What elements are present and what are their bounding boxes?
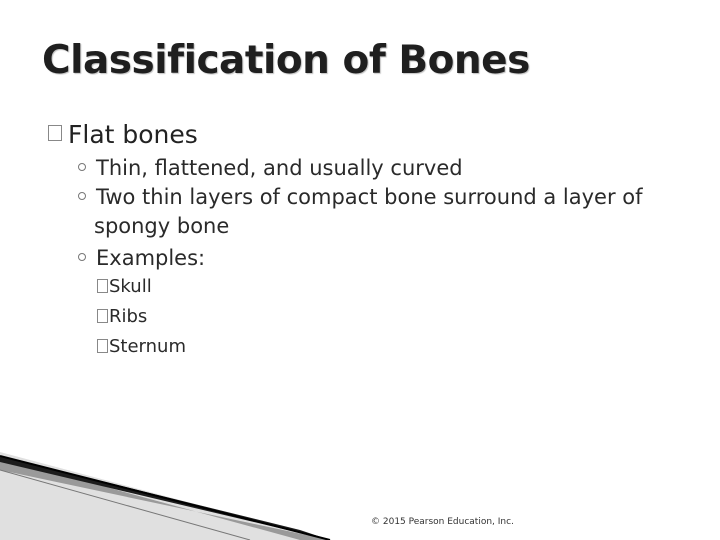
point-layers-cont: spongy bone <box>94 214 230 238</box>
bullet-circle-icon <box>78 253 86 261</box>
bullet-circle-icon <box>78 192 86 200</box>
bullet-box-icon <box>97 339 108 353</box>
bullet-flat-bones-label: Flat bones <box>68 120 198 149</box>
example-skull: Skull <box>97 276 152 297</box>
example-sternum: Sternum <box>97 336 186 357</box>
example-ribs: Ribs <box>97 306 147 327</box>
point-thin: Thin, flattened, and usually curved <box>78 154 463 183</box>
point-layers: Two thin layers of compact bone surround a layer of <box>78 183 643 212</box>
bullet-circle-icon <box>78 163 86 171</box>
bullet-box-icon <box>48 125 62 141</box>
bullet-box-icon <box>97 279 108 293</box>
copyright-footer: © 2015 Pearson Education, Inc. <box>371 517 514 527</box>
bullet-box-icon <box>97 309 108 323</box>
bullet-flat-bones <box>48 120 198 149</box>
slide-title: Classification of Bones <box>42 38 530 83</box>
point-examples: Examples: <box>78 244 205 273</box>
